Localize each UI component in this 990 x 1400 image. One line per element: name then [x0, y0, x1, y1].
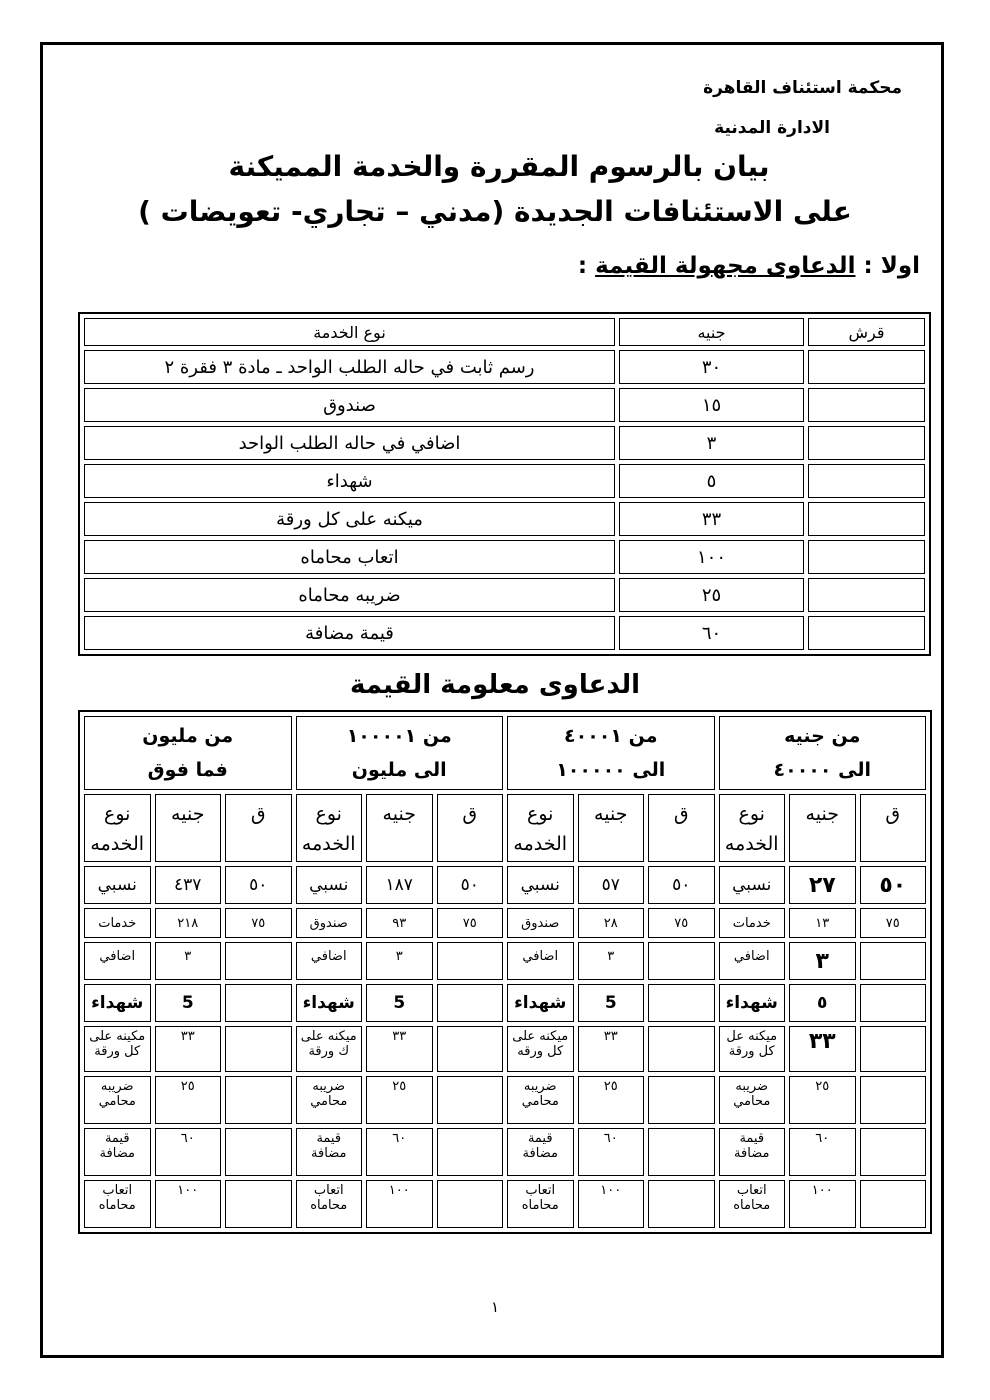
- sub-header-type: [719, 794, 786, 862]
- sub-header-pound: جنيه: [578, 794, 645, 862]
- sub-header-pound: جنيه: [155, 794, 222, 862]
- pound-cell: ٣٣: [619, 502, 804, 536]
- pound-cell: ٦٠: [619, 616, 804, 650]
- piaster-cell: [808, 388, 925, 422]
- type-cell: صندوق: [507, 908, 574, 938]
- type-cell: شهداء: [296, 984, 363, 1022]
- piaster-cell: [648, 1026, 715, 1072]
- known-value-fees-table: [78, 710, 932, 1234]
- type-cell: شهداء: [719, 984, 786, 1022]
- table-row: [84, 866, 926, 904]
- type-cell: ميكنه على كل ورقه: [507, 1026, 574, 1072]
- piaster-cell: [648, 1076, 715, 1124]
- piaster-cell: [860, 1026, 927, 1072]
- type-cell: نسبي: [84, 866, 151, 904]
- section1-heading: [578, 253, 920, 279]
- sub-header-type: [296, 794, 363, 862]
- type-cell: شهداء: [84, 984, 151, 1022]
- pound-cell: ٣: [366, 942, 433, 980]
- pound-cell: ١٨٧: [366, 866, 433, 904]
- header-pound: جنيه: [619, 318, 804, 346]
- piaster-cell: ٥٠: [437, 866, 504, 904]
- pound-cell: ٢٥: [366, 1076, 433, 1124]
- table-row: [84, 502, 925, 536]
- table-row: [84, 942, 926, 980]
- pound-cell: ٢٥: [155, 1076, 222, 1124]
- table-row: [84, 350, 925, 384]
- pound-cell: ١٠٠: [789, 1180, 856, 1228]
- section1-colon: :: [577, 253, 588, 279]
- table-header-row: [84, 318, 925, 346]
- pound-cell: ١٠٠: [155, 1180, 222, 1228]
- pound-cell: ٣٣: [789, 1026, 856, 1072]
- piaster-cell: [860, 1076, 927, 1124]
- pound-cell: ٥٧: [578, 866, 645, 904]
- range-to: الى مليون: [351, 759, 447, 781]
- piaster-cell: [808, 616, 925, 650]
- piaster-cell: [437, 942, 504, 980]
- sub-header-piaster: ق: [225, 794, 292, 862]
- section2-title: الدعاوى معلومة القيمة: [349, 670, 641, 700]
- pound-cell: ٣٣: [578, 1026, 645, 1072]
- pound-cell: ١٠٠: [578, 1180, 645, 1228]
- table-row: [84, 426, 925, 460]
- table-row: [84, 1180, 926, 1228]
- sub-header-pound: جنيه: [366, 794, 433, 862]
- pound-cell: ٣٣: [155, 1026, 222, 1072]
- type-cell: قيمة مضافة: [296, 1128, 363, 1176]
- range-header: [296, 716, 504, 790]
- piaster-cell: [808, 426, 925, 460]
- type-line2: الخدمه: [301, 833, 356, 855]
- pound-cell: ٥: [789, 984, 856, 1022]
- pound-cell: ٣٠: [619, 350, 804, 384]
- type-cell: ميكنه عل كل ورقة: [719, 1026, 786, 1072]
- piaster-cell: [808, 350, 925, 384]
- piaster-cell: [437, 1076, 504, 1124]
- pound-cell: 5: [366, 984, 433, 1022]
- section1-prefix: اولا :: [863, 253, 920, 279]
- piaster-cell: [225, 1128, 292, 1176]
- pound-cell: ٦٠: [155, 1128, 222, 1176]
- type-line2: الخدمه: [724, 833, 779, 855]
- piaster-cell: [860, 1128, 927, 1176]
- type-cell: اضافي: [719, 942, 786, 980]
- type-cell: قيمة مضافة: [719, 1128, 786, 1176]
- type-cell: اضافي: [84, 942, 151, 980]
- sub-header-piaster: ق: [648, 794, 715, 862]
- pound-cell: ٦٠: [789, 1128, 856, 1176]
- type-cell: شهداء: [507, 984, 574, 1022]
- header-piaster: قرش: [808, 318, 925, 346]
- range-from: من ٤٠٠٠١: [564, 725, 658, 747]
- pound-cell: 5: [155, 984, 222, 1022]
- pound-cell: ٢٥: [789, 1076, 856, 1124]
- pound-cell: ٢١٨: [155, 908, 222, 938]
- type-cell: مكينه على كل ورقة: [84, 1026, 151, 1072]
- service-cell: اضافي في حاله الطلب الواحد: [84, 426, 615, 460]
- service-cell: ضريبه محاماه: [84, 578, 615, 612]
- piaster-cell: ٥٠: [648, 866, 715, 904]
- pound-cell: ٢٥: [578, 1076, 645, 1124]
- type-line2: الخدمه: [90, 833, 145, 855]
- piaster-cell: [225, 1076, 292, 1124]
- type-cell: ضريبه محامي: [507, 1076, 574, 1124]
- table-row: [84, 1026, 926, 1072]
- service-cell: قيمة مضافة: [84, 616, 615, 650]
- pound-cell: ٦٠: [366, 1128, 433, 1176]
- table-row: [84, 464, 925, 498]
- type-line1: نوع: [104, 803, 131, 825]
- section1-title: الدعاوى مجهولة القيمة: [595, 253, 856, 279]
- service-cell: شهداء: [84, 464, 615, 498]
- service-cell: اتعاب محاماه: [84, 540, 615, 574]
- type-cell: ميكنه على ك ورقة: [296, 1026, 363, 1072]
- range-to: الى ٤٠٠٠٠: [773, 759, 871, 781]
- page-number: ١: [490, 1298, 500, 1316]
- piaster-cell: [808, 540, 925, 574]
- pound-cell: ٣: [155, 942, 222, 980]
- table-row: [84, 908, 926, 938]
- pound-cell: ٣: [578, 942, 645, 980]
- piaster-cell: [437, 1180, 504, 1228]
- table-row: [84, 388, 925, 422]
- piaster-cell: ٥٠: [225, 866, 292, 904]
- piaster-cell: [648, 984, 715, 1022]
- type-cell: ضريبه محامي: [84, 1076, 151, 1124]
- type-line1: نوع: [527, 803, 554, 825]
- type-cell: خدمات: [84, 908, 151, 938]
- unknown-value-fees-table: [78, 312, 931, 656]
- type-line2: الخدمه: [513, 833, 568, 855]
- table-row: [84, 578, 925, 612]
- piaster-cell: [437, 984, 504, 1022]
- service-cell: ميكنه على كل ورقة: [84, 502, 615, 536]
- type-cell: اتعاب محاماه: [719, 1180, 786, 1228]
- range-header-row: [84, 716, 926, 790]
- type-cell: اضافي: [507, 942, 574, 980]
- pound-cell: ٣٣: [366, 1026, 433, 1072]
- piaster-cell: [648, 1180, 715, 1228]
- pound-cell: ١٠٠: [619, 540, 804, 574]
- type-cell: اتعاب محاماه: [296, 1180, 363, 1228]
- pound-cell: ٢٨: [578, 908, 645, 938]
- table-row: [84, 1128, 926, 1176]
- document-title-line2: على الاستئنافات الجديدة (مدني – تجاري- تعويضات ): [138, 195, 852, 228]
- piaster-cell: ٧٥: [860, 908, 927, 938]
- range-header: [719, 716, 927, 790]
- table-row: [84, 1076, 926, 1124]
- piaster-cell: [225, 1026, 292, 1072]
- sub-header-type: [507, 794, 574, 862]
- piaster-cell: [648, 942, 715, 980]
- range-header: [507, 716, 715, 790]
- sub-header-row: [84, 794, 926, 862]
- piaster-cell: [437, 1026, 504, 1072]
- pound-cell: 5: [578, 984, 645, 1022]
- piaster-cell: [860, 942, 927, 980]
- type-line1: نوع: [315, 803, 342, 825]
- piaster-cell: [808, 502, 925, 536]
- range-from: من جنيه: [784, 725, 861, 747]
- table-row: [84, 540, 925, 574]
- piaster-cell: [225, 1180, 292, 1228]
- pound-cell: ٥: [619, 464, 804, 498]
- type-cell: نسبي: [719, 866, 786, 904]
- document-title-line1: بيان بالرسوم المقررة والخدمة المميكنة: [228, 150, 770, 183]
- piaster-cell: ٥٠: [860, 866, 927, 904]
- type-cell: صندوق: [296, 908, 363, 938]
- pound-cell: ٣: [619, 426, 804, 460]
- type-cell: اضافي: [296, 942, 363, 980]
- service-cell: صندوق: [84, 388, 615, 422]
- pound-cell: ١٣: [789, 908, 856, 938]
- sub-header-pound: جنيه: [789, 794, 856, 862]
- piaster-cell: [808, 578, 925, 612]
- piaster-cell: [437, 1128, 504, 1176]
- sub-header-piaster: ق: [437, 794, 504, 862]
- range-to: فما فوق: [147, 759, 228, 781]
- piaster-cell: [860, 984, 927, 1022]
- type-cell: اتعاب محاماه: [84, 1180, 151, 1228]
- piaster-cell: [225, 984, 292, 1022]
- piaster-cell: ٧٥: [437, 908, 504, 938]
- type-cell: نسبي: [296, 866, 363, 904]
- table-row: [84, 984, 926, 1022]
- court-name: محكمة استئناف القاهرة: [703, 78, 902, 98]
- type-cell: قيمة مضافة: [507, 1128, 574, 1176]
- pound-cell: ٢٥: [619, 578, 804, 612]
- pound-cell: ٣: [789, 942, 856, 980]
- service-cell: رسم ثابت في حاله الطلب الواحد ـ مادة ٣ فقرة ٢: [84, 350, 615, 384]
- pound-cell: ٢٧: [789, 866, 856, 904]
- piaster-cell: ٧٥: [648, 908, 715, 938]
- piaster-cell: [225, 942, 292, 980]
- pound-cell: ٤٣٧: [155, 866, 222, 904]
- pound-cell: ١٠٠: [366, 1180, 433, 1228]
- type-cell: اتعاب محاماه: [507, 1180, 574, 1228]
- range-from: من ١٠٠٠٠١: [346, 725, 452, 747]
- pound-cell: ١٥: [619, 388, 804, 422]
- sub-header-piaster: ق: [860, 794, 927, 862]
- type-cell: ضريبه محامي: [296, 1076, 363, 1124]
- type-line1: نوع: [738, 803, 765, 825]
- range-header: [84, 716, 292, 790]
- type-cell: ضريبه محامي: [719, 1076, 786, 1124]
- department-name: الادارة المدنية: [714, 118, 830, 138]
- piaster-cell: ٧٥: [225, 908, 292, 938]
- sub-header-type: [84, 794, 151, 862]
- piaster-cell: [860, 1180, 927, 1228]
- type-cell: خدمات: [719, 908, 786, 938]
- type-cell: قيمة مضافة: [84, 1128, 151, 1176]
- header-service: نوع الخدمة: [84, 318, 615, 346]
- range-to: الى ١٠٠٠٠٠: [556, 759, 666, 781]
- piaster-cell: [648, 1128, 715, 1176]
- range-from: من مليون: [142, 725, 234, 747]
- piaster-cell: [808, 464, 925, 498]
- pound-cell: ٩٣: [366, 908, 433, 938]
- pound-cell: ٦٠: [578, 1128, 645, 1176]
- table-row: [84, 616, 925, 650]
- type-cell: نسبي: [507, 866, 574, 904]
